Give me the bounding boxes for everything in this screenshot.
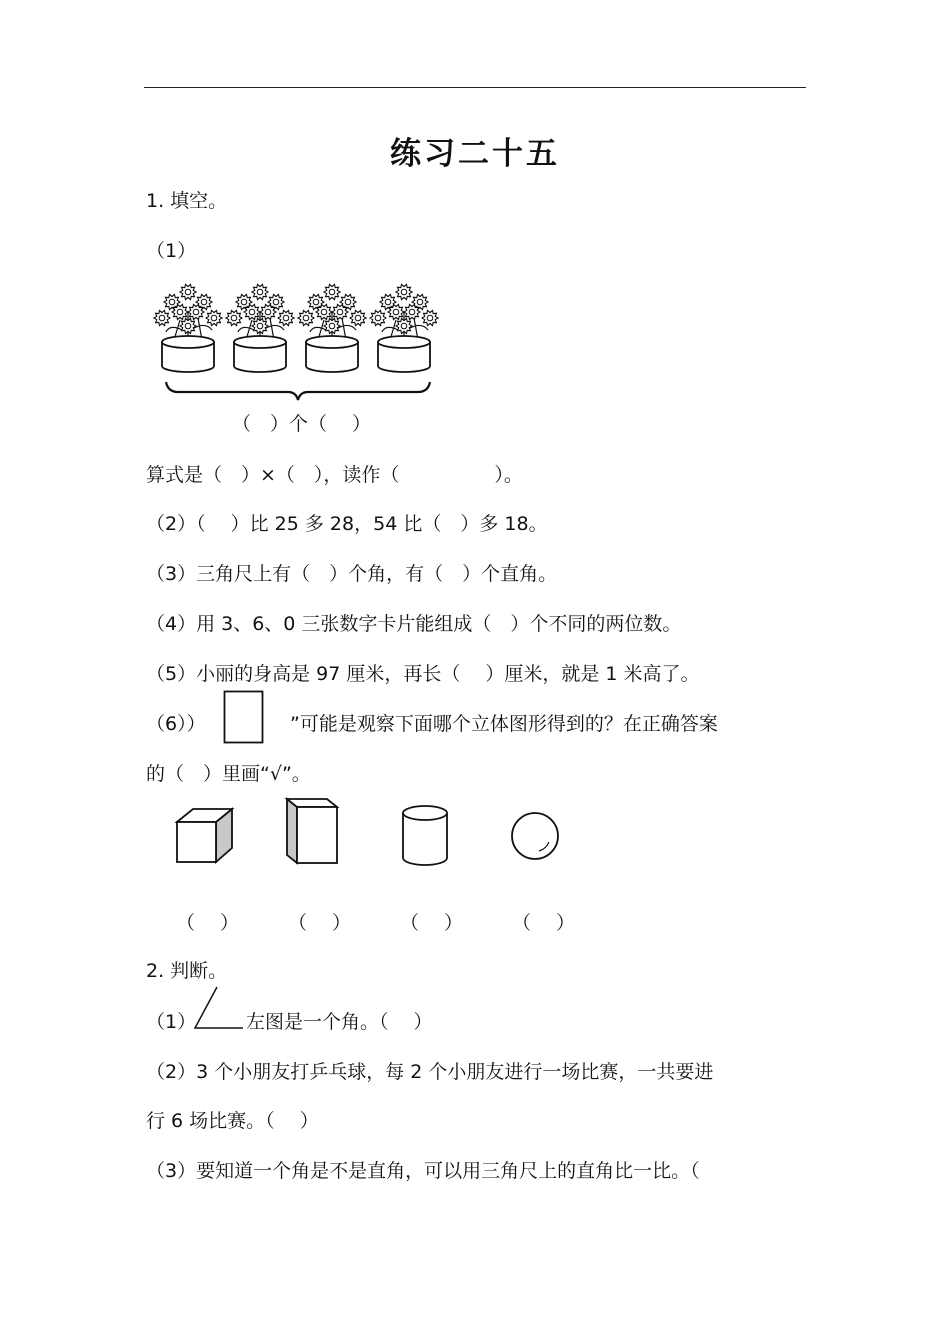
page-title: 练习二十五 [390, 136, 560, 172]
q1-part6-prefix: （6）） [146, 713, 206, 735]
q1-part5: （5）小丽的身高是 97 厘米，再长（ ）厘米，就是 1 米高了。 [146, 663, 700, 685]
header-rule [144, 87, 806, 88]
q2-part1-label: （1） [146, 1011, 197, 1033]
cube-icon [175, 806, 235, 866]
q2-heading: 2. 判断。 [146, 960, 228, 982]
q1-part2: （2）（ ）比 25 多 28，54 比（ ）多 18。 [146, 513, 548, 535]
flower-pot-icon [154, 284, 222, 372]
q1-part4: （4）用 3、6、0 三张数字卡片能组成（ ）个不同的两位数。 [146, 613, 682, 635]
brace-icon [164, 380, 432, 402]
answer-cube[interactable]: （ ） [176, 912, 240, 934]
q2-part3: （3）要知道一个角是不是直角，可以用三角尺上的直角比一比。（ [146, 1160, 700, 1182]
flower-pot-icon [298, 284, 366, 372]
answer-cylinder[interactable]: （ ） [400, 912, 464, 934]
q2-part2-line2: 行 6 场比赛。（ ） [146, 1110, 319, 1132]
q1-part3: （3）三角尺上有（ ）个角，有（ ）个直角。 [146, 563, 558, 585]
rectangle-icon [223, 690, 265, 744]
angle-icon [193, 985, 245, 1031]
q2-part2-line1: （2）3 个小朋友打乒乓球，每 2 个小朋友进行一场比赛，一共要进 [146, 1061, 714, 1083]
answer-sphere[interactable]: （ ） [512, 912, 576, 934]
q1-part6-line2: 的（ ）里画“√”。 [146, 763, 311, 785]
flower-pots-illustration [150, 280, 440, 380]
answer-cuboid[interactable]: （ ） [288, 912, 352, 934]
cylinder-icon [400, 804, 450, 868]
q2-part1-text: 左图是一个角。（ ） [246, 1011, 433, 1033]
flower-pot-icon [226, 284, 294, 372]
q1-part1-label: （1） [146, 240, 197, 262]
q1-heading: 1. 填空。 [146, 190, 228, 212]
flower-pot-icon [370, 284, 438, 372]
cuboid-icon [285, 797, 341, 867]
q1-part6-suffix: ”可能是观察下面哪个立体图形得到的？在正确答案 [290, 713, 718, 735]
flowers-caption: （ ）个（ ） [232, 413, 372, 435]
sphere-icon [509, 810, 561, 862]
q1-formula: 算式是（ ）×（ ），读作（ ）。 [146, 464, 523, 486]
